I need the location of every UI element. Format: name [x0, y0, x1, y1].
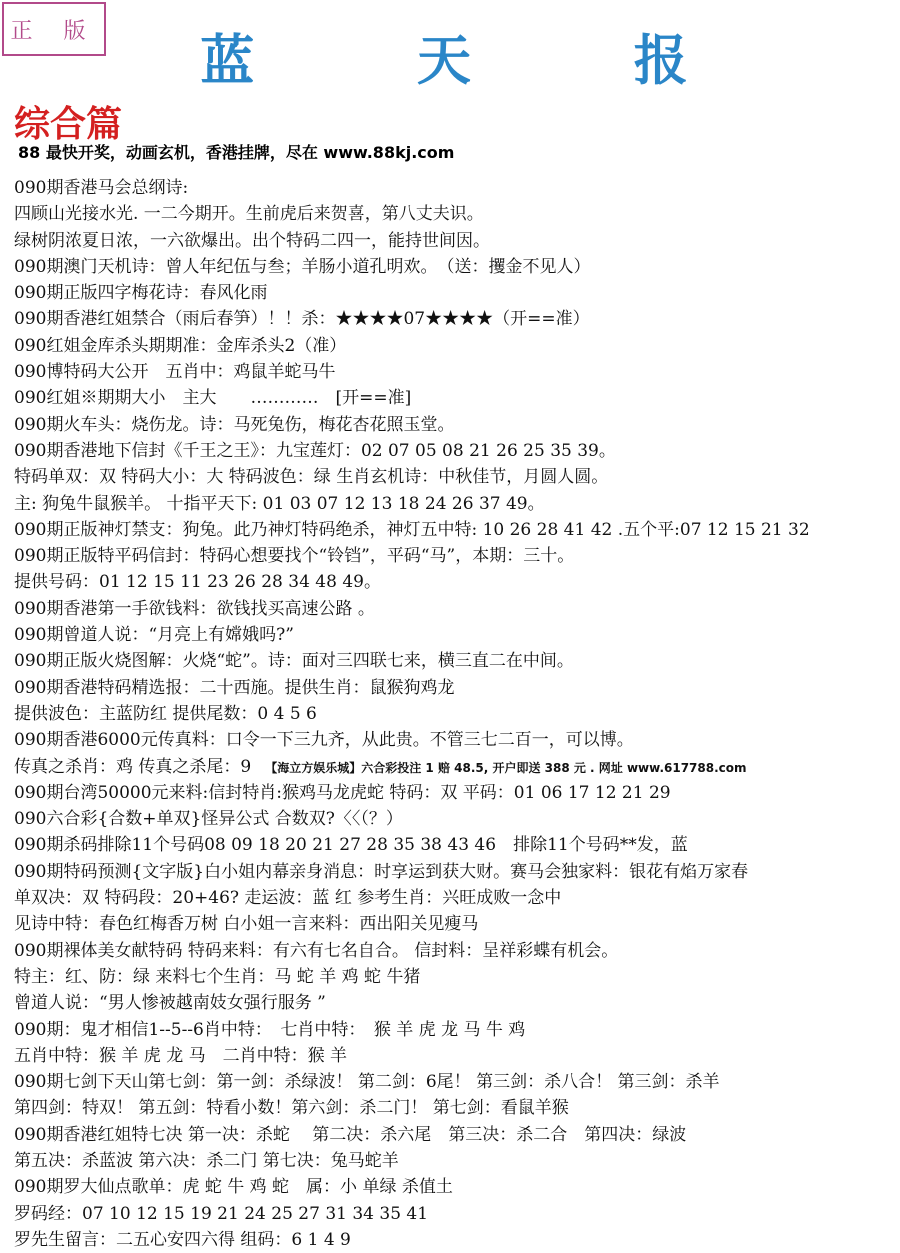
- text-line: 主: 狗兔牛鼠猴羊。 十指平天下: 01 03 07 12 13 18 24 26 37 49。: [14, 493, 545, 514]
- edition-badge: 正 版: [2, 2, 106, 56]
- text-line: 090期澳门天机诗：曾人年纪伍与叁；羊肠小道孔明欢。 （送：攫金不见人）: [14, 256, 591, 277]
- text-line: 090期特码预测{文字版}白小姐内幕亲身消息：时享运到获大财。赛马会独家料：银花有焰万家春: [14, 861, 749, 882]
- text-line: 见诗中特：春色红梅香万树 白小姐一言来料：西出阳关见瘦马: [14, 914, 479, 935]
- text-line: 090期正版神灯禁支：狗兔。此乃神灯特码绝杀，神灯五中特: 10 26 28 41 42 .五个平:07 12 15 21 32: [14, 519, 810, 540]
- text-line: 090期裸体美女献特码 特码来料：有六有七名自合。 信封料：呈祥彩蝶有机会。: [14, 940, 619, 961]
- text-line: 090期杀码排除11个号码08 09 18 20 21 27 28 35 38 43 46 排除11个号码**发，蓝: [14, 835, 688, 856]
- text-line: 090期香港地下信封《千王之王》：九宝莲灯：02 07 05 08 21 26 25 35 39。: [14, 440, 616, 461]
- text-line: 090六合彩{合数+单双}怪异公式 合数双?〈〈（？）: [14, 809, 403, 830]
- text-line-with-ad: [14, 754, 894, 780]
- text-line: 第四剑：特双！ 第五剑：特看小数！第六剑：杀二门！ 第七剑：看鼠羊猴: [14, 1098, 569, 1119]
- text-line: 090期香港红姐禁合（雨后春笋）！！杀：★★★★07★★★★（开==准）: [14, 309, 590, 330]
- text-line: 090期正版火烧图解：火烧“蛇”。诗：面对三四联七来，横三直二在中间。: [14, 651, 574, 672]
- text-line: 090期火车头：烧伤龙。诗：马死兔伤，梅花杏花照玉堂。: [14, 414, 455, 435]
- text-line: 090期香港特码精选报：二十西施。提供生肖：鼠猴狗鸡龙: [14, 677, 455, 698]
- tagline: 88 最快开奖，动画玄机，香港挂牌，尽在 www.88kj.com: [18, 143, 455, 162]
- text-line: 090期：鬼才相信1--5--6肖中特： 七肖中特： 猴 羊 虎 龙 马 牛 鸡: [14, 1019, 526, 1040]
- section-heading: 综合篇: [14, 103, 123, 145]
- text-line: 特主：红、防：绿 来料七个生肖：马 蛇 羊 鸡 蛇 牛猪: [14, 966, 421, 987]
- text-line: 单双决：双 特码段：20+46? 走运波：蓝 红 参考生肖：兴旺成败一念中: [14, 888, 562, 909]
- text-line: 090博特码大公开 五肖中：鸡鼠羊蛇马牛: [14, 362, 336, 383]
- text-line: 090期正版四字梅花诗：春风化雨: [14, 283, 268, 304]
- text-line: 090期香港6000元传真料：口令一下三九齐，从此贵。不管三七二百一，可以博。: [14, 730, 634, 751]
- text-line: 090期香港第一手欲钱料：欲钱找买高速公路 。: [14, 598, 375, 619]
- page-title: 蓝 天 报: [200, 28, 760, 92]
- text-line: 090期曾道人说：“月亮上有嫦娥吗?”: [14, 625, 294, 646]
- text-line: 090期台湾50000元来料:信封特肖:猴鸡马龙虎蛇 特码：双 平码：01 06 17 12 21 29: [14, 782, 671, 803]
- ad-banner-text: 【海立方娱乐城】六合彩投注 1 赔 48.5, 开户即送 388 元 . 网址 www.617788.com: [265, 760, 747, 775]
- text-line: 090期七剑下天山第七剑：第一剑：杀绿波！ 第二剑：6尾！ 第三剑：杀八合！ 第三剑：杀羊: [14, 1072, 720, 1093]
- text-line: 罗先生留言：二五心安四六得 组码：6 1 4 9: [14, 1229, 351, 1250]
- text-line: 090期罗大仙点歌单：虎 蛇 牛 鸡 蛇 属：小 单绿 杀值土: [14, 1177, 453, 1198]
- text-line: 090红姐※期期大小 主大 ………… [开==准]: [14, 388, 412, 409]
- text-line: 传真之杀肖：鸡 传真之杀尾：9: [14, 756, 252, 777]
- text-line: 五肖中特：猴 羊 虎 龙 马 二肖中特：猴 羊: [14, 1045, 348, 1066]
- text-line: 090期正版特平码信封：特码心想要找个“铃铛”，平码“马”，本期：三十。: [14, 546, 575, 567]
- text-line: 090期香港红姐特七决 第一决：杀蛇 第二决：杀六尾 第三决：杀二合 第四决：绿波: [14, 1124, 687, 1145]
- text-line: 第五决：杀蓝波 第六决：杀二门 第七决：兔马蛇羊: [14, 1150, 399, 1171]
- text-line: 090期香港马会总纲诗:: [14, 178, 189, 198]
- text-line: 罗码经：07 10 12 15 19 21 24 25 27 31 34 35 41: [14, 1203, 429, 1224]
- text-line: 提供波色：主蓝防红 提供尾数：0 4 5 6: [14, 703, 317, 724]
- text-line: 绿树阴浓夏日浓，一六欲爆出。出个特码二四一，能持世间因。: [14, 230, 490, 251]
- text-line: 四顾山光接水光. 一二今期开。生前虎后来贺喜，第八丈夫识。: [14, 204, 484, 225]
- text-line: 曾道人说：“男人惨被越南妓女强行服务 ”: [14, 993, 326, 1014]
- text-line: 提供号码：01 12 15 11 23 26 28 34 48 49。: [14, 572, 381, 593]
- article-lines: [14, 175, 894, 1253]
- text-line: 090红姐金库杀头期期准：金库杀头2（准）: [14, 335, 347, 356]
- text-line: 特码单双：双 特码大小：大 特码波色：绿 生肖玄机诗：中秋佳节，月圆人圆。: [14, 467, 609, 488]
